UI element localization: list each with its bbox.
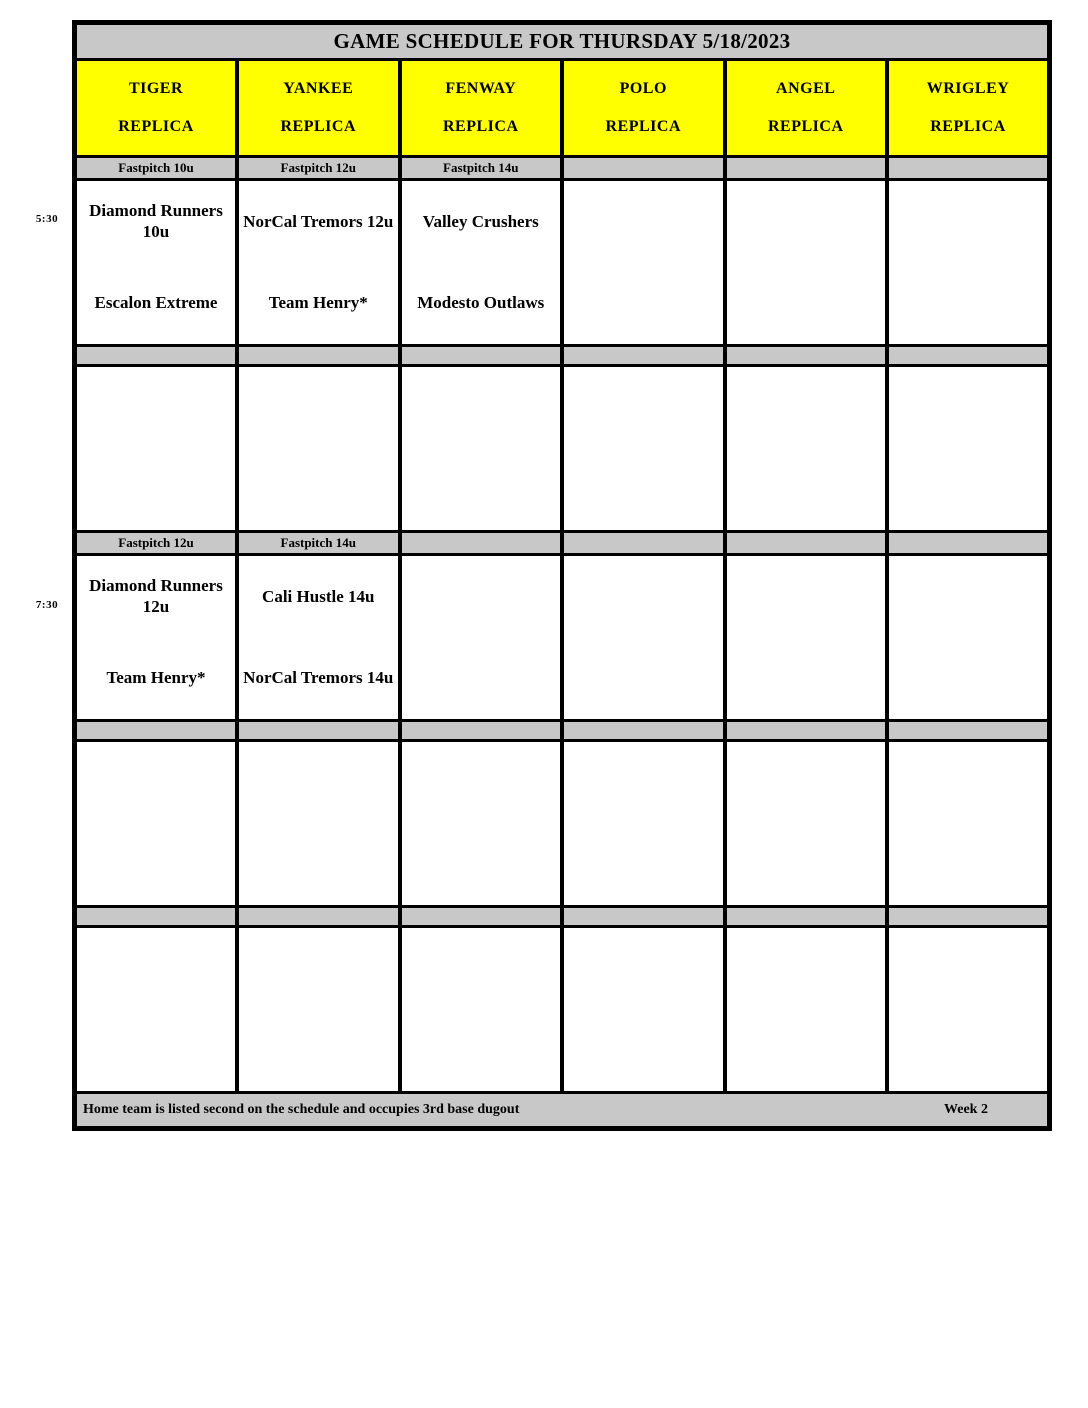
game-cell <box>237 555 400 721</box>
away-team <box>77 928 235 1010</box>
division-cell: Fastpitch 10u <box>75 157 238 180</box>
away-team <box>564 928 723 1010</box>
home-team <box>889 1010 1047 1092</box>
game-cell <box>75 366 238 532</box>
home-team <box>402 824 561 906</box>
game-cell <box>725 741 888 907</box>
week-label: Week 2 <box>944 1102 988 1117</box>
division-cell <box>75 907 238 927</box>
field-type: REPLICA <box>118 118 194 135</box>
home-team <box>239 1010 398 1092</box>
division-cell <box>887 346 1050 366</box>
game-cell <box>887 366 1050 532</box>
game-row-slot2 <box>75 555 1050 721</box>
home-team <box>239 824 398 906</box>
away-team: Valley Crushers <box>422 211 539 231</box>
away-team <box>239 367 398 449</box>
division-cell <box>725 346 888 366</box>
game-cell <box>75 555 238 721</box>
home-team <box>889 824 1047 906</box>
title-row <box>75 23 1050 60</box>
game-cell <box>562 741 725 907</box>
game-cell <box>725 555 888 721</box>
game-cell <box>887 741 1050 907</box>
field-type: REPLICA <box>605 118 681 135</box>
game-cell <box>75 180 238 346</box>
division-cell <box>725 721 888 741</box>
field-type: REPLICA <box>930 118 1006 135</box>
away-team <box>77 367 235 449</box>
away-team <box>402 367 561 449</box>
home-team <box>402 449 561 531</box>
game-cell <box>887 180 1050 346</box>
game-cell <box>237 741 400 907</box>
game-cell <box>237 366 400 532</box>
away-team <box>727 742 886 824</box>
away-team <box>727 556 886 638</box>
home-team <box>727 824 886 906</box>
division-cell <box>887 157 1050 180</box>
field-header-yankee <box>237 60 400 157</box>
away-team <box>564 742 723 824</box>
away-team <box>77 742 235 824</box>
away-team <box>889 928 1047 1010</box>
away-team <box>564 556 723 638</box>
game-cell <box>400 927 563 1093</box>
game-row-slot4 <box>75 927 1050 1093</box>
division-cell <box>400 532 563 555</box>
home-team <box>727 263 886 345</box>
home-team <box>77 1010 235 1092</box>
field-name: FENWAY <box>445 80 517 97</box>
away-team <box>564 181 723 263</box>
home-team <box>727 449 886 531</box>
field-header-row <box>75 60 1050 157</box>
division-cell <box>562 907 725 927</box>
field-name: YANKEE <box>283 80 354 97</box>
away-team <box>402 556 561 638</box>
division-cell <box>725 532 888 555</box>
division-cell <box>400 907 563 927</box>
away-team: Diamond Runners 10u <box>89 201 223 241</box>
page-title: GAME SCHEDULE FOR THURSDAY 5/18/2023 <box>75 23 1050 60</box>
game-row-slot0 <box>75 180 1050 346</box>
home-team: Team Henry* <box>106 668 206 688</box>
division-cell: Fastpitch 12u <box>75 532 238 555</box>
division-row-slot4 <box>75 907 1050 927</box>
game-cell <box>725 180 888 346</box>
game-cell <box>562 555 725 721</box>
field-type: REPLICA <box>280 118 356 135</box>
game-cell <box>887 555 1050 721</box>
game-cell <box>562 366 725 532</box>
field-name: WRIGLEY <box>926 80 1010 97</box>
division-cell <box>400 721 563 741</box>
home-team <box>889 638 1047 720</box>
game-cell <box>75 741 238 907</box>
game-cell <box>237 927 400 1093</box>
field-type: REPLICA <box>767 118 844 135</box>
game-cell <box>887 927 1050 1093</box>
division-cell <box>725 157 888 180</box>
home-team: NorCal Tremors 14u <box>243 668 394 688</box>
field-type: REPLICA <box>442 118 519 135</box>
footer-note: Home team is listed second on the schedule and occupies 3rd base dugout <box>83 1102 520 1117</box>
away-team <box>239 742 398 824</box>
home-team <box>727 1010 886 1092</box>
field-header-angel <box>725 60 888 157</box>
game-cell <box>725 366 888 532</box>
away-team <box>889 367 1047 449</box>
home-team <box>564 638 723 720</box>
division-row-slot1 <box>75 346 1050 366</box>
division-cell <box>725 907 888 927</box>
home-team <box>564 449 723 531</box>
away-team <box>402 928 561 1010</box>
field-header-wrigley <box>887 60 1050 157</box>
home-team <box>889 449 1047 531</box>
division-cell <box>237 907 400 927</box>
division-cell <box>887 907 1050 927</box>
division-cell: Fastpitch 14u <box>237 532 400 555</box>
division-cell <box>75 346 238 366</box>
division-cell <box>562 346 725 366</box>
division-row-slot3 <box>75 721 1050 741</box>
home-team <box>77 449 235 531</box>
division-cell <box>562 721 725 741</box>
field-name: POLO <box>619 80 667 97</box>
home-team <box>402 638 561 720</box>
division-cell: Fastpitch 12u <box>237 157 400 180</box>
away-team <box>727 181 886 263</box>
game-cell <box>400 555 563 721</box>
home-team <box>727 638 886 720</box>
schedule-table <box>72 20 1052 1131</box>
away-team <box>889 742 1047 824</box>
home-team <box>564 824 723 906</box>
away-team: Cali Hustle 14u <box>262 586 375 606</box>
division-cell: Fastpitch 14u <box>400 157 563 180</box>
home-team <box>402 1010 561 1092</box>
game-cell <box>237 180 400 346</box>
game-cell <box>562 180 725 346</box>
away-team <box>727 928 886 1010</box>
home-team <box>77 824 235 906</box>
field-name: ANGEL <box>776 80 836 97</box>
division-cell <box>400 346 563 366</box>
footer-row <box>75 1093 1050 1129</box>
home-team: Modesto Outlaws <box>417 293 545 313</box>
home-team: Escalon Extreme <box>94 293 218 313</box>
game-row-slot1 <box>75 366 1050 532</box>
game-cell <box>400 366 563 532</box>
division-cell <box>237 346 400 366</box>
away-team <box>402 742 561 824</box>
field-header-fenway <box>400 60 563 157</box>
away-team: Diamond Runners 12u <box>89 576 223 616</box>
division-cell <box>562 157 725 180</box>
division-row-slot0 <box>75 157 1050 180</box>
home-team <box>564 263 723 345</box>
home-team <box>889 263 1047 345</box>
game-cell <box>400 741 563 907</box>
division-cell <box>75 721 238 741</box>
away-team <box>889 556 1047 638</box>
division-cell <box>562 532 725 555</box>
game-row-slot3 <box>75 741 1050 907</box>
away-team: NorCal Tremors 12u <box>243 211 394 231</box>
game-cell <box>562 927 725 1093</box>
away-team <box>564 367 723 449</box>
away-team <box>239 928 398 1010</box>
home-team: Team Henry* <box>268 293 368 313</box>
time-label-7-30: 7:30 <box>35 599 59 611</box>
game-cell <box>400 180 563 346</box>
away-team <box>727 367 886 449</box>
game-cell <box>75 927 238 1093</box>
field-header-polo <box>562 60 725 157</box>
division-row-slot2 <box>75 532 1050 555</box>
away-team <box>889 181 1047 263</box>
field-name: TIGER <box>128 80 184 97</box>
division-cell <box>887 721 1050 741</box>
game-cell <box>725 927 888 1093</box>
home-team <box>564 1010 723 1092</box>
division-cell <box>887 532 1050 555</box>
division-cell <box>237 721 400 741</box>
time-label-5-30: 5:30 <box>35 213 59 225</box>
field-header-tiger <box>75 60 238 157</box>
home-team <box>239 449 398 531</box>
footer <box>75 1093 1050 1129</box>
